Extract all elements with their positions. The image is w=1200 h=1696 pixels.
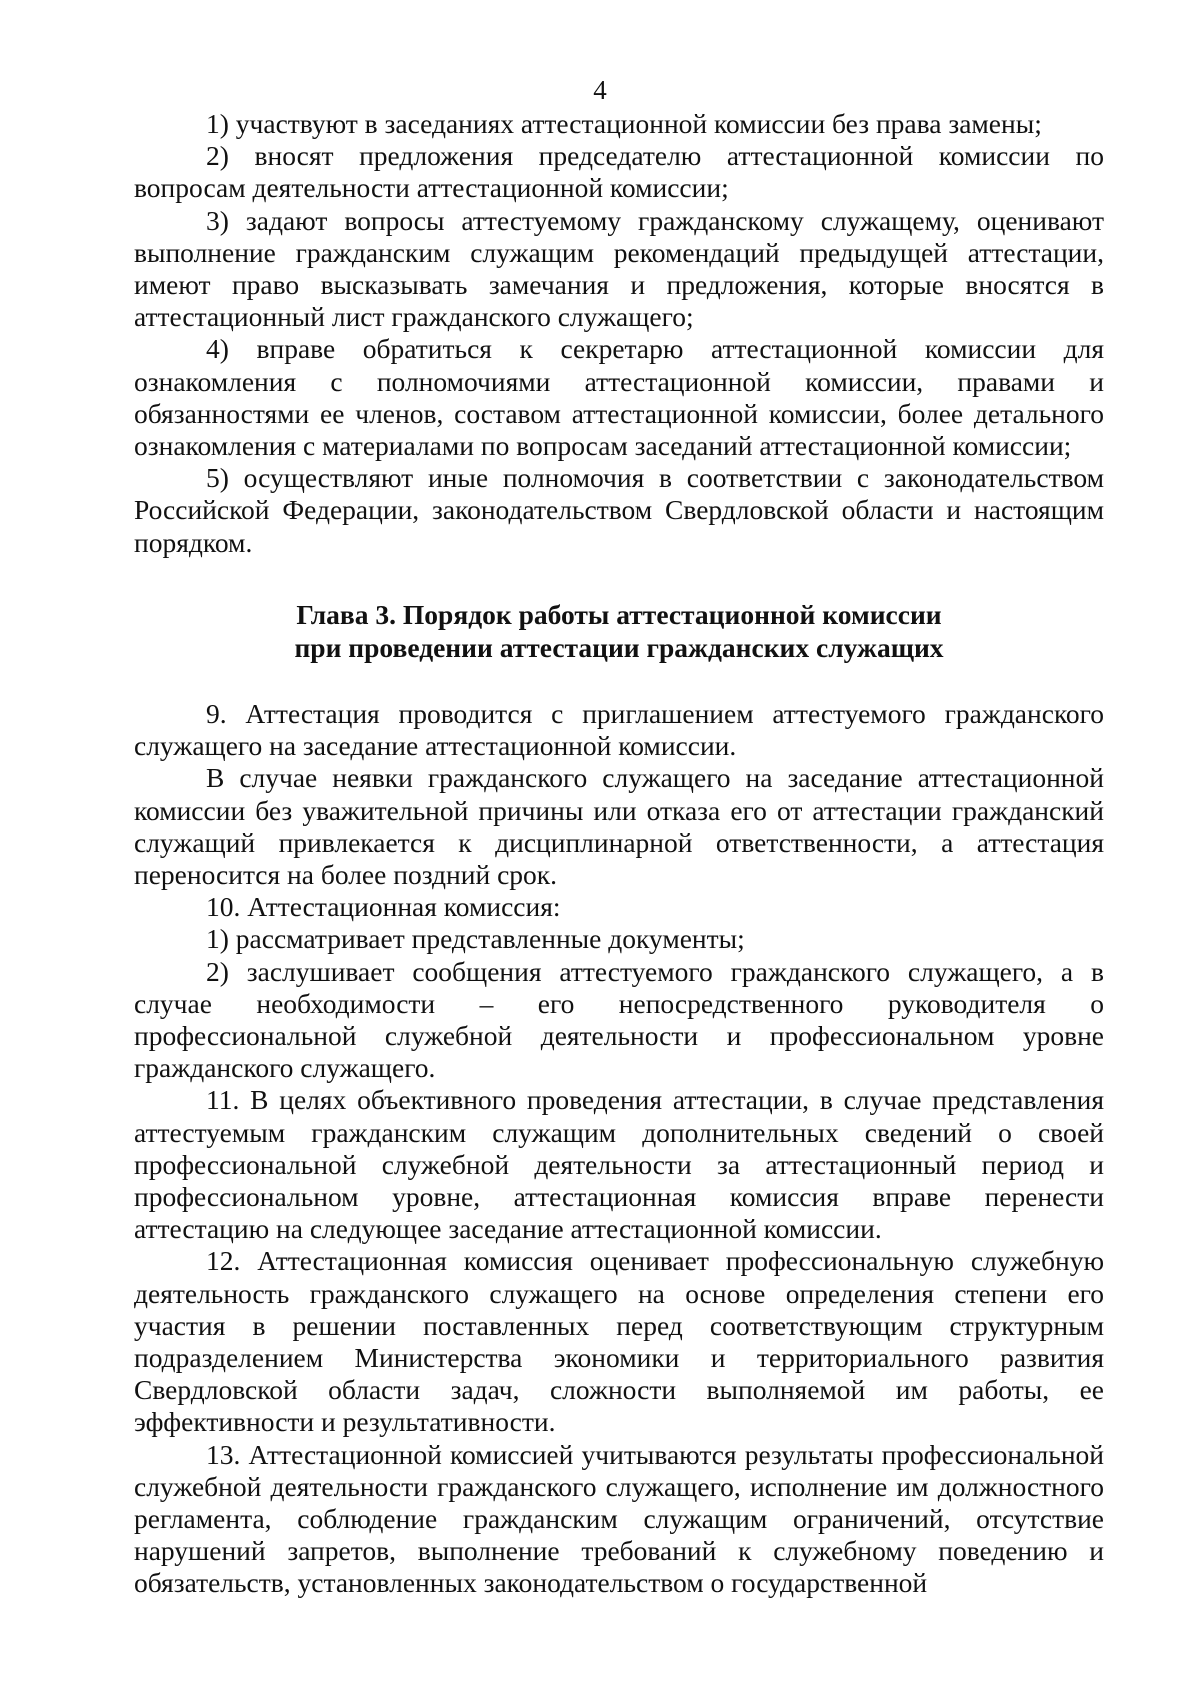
member-duties-list — [134, 108, 1104, 559]
chapter-heading-line-2: при проведении аттестации гражданских служащих — [294, 632, 944, 663]
paragraph-duty-1: 1) участвуют в заседаниях аттестационной комиссии без права замены; — [206, 108, 1042, 139]
chapter-body — [134, 698, 1104, 1600]
paragraph-duty-2: 2) вносят предложения председателю аттестационной комиссии по вопросам деятельности аттестационной комиссии; — [134, 140, 1104, 204]
paragraph-item-10: 10. Аттестационная комиссия: — [206, 891, 561, 923]
paragraph-item-10-1: 1) рассматривает представленные документы; — [206, 923, 745, 955]
paragraph-item-12: 12. Аттестационная комиссия оценивает профессиональную служебную деятельность гражданского служащего на основе определения степени его участия в решении поставленных перед соответствующим структурным подразделением Министерства экономики и территориального развития Свердловской области задач, сложности выполняемой им работы, ее эффективности и результативности. — [134, 1245, 1104, 1438]
paragraph-item-11: 11. В целях объективного проведения аттестации, в случае представления аттестуемым гражданским служащим дополнительных сведений о своей профессиональной служебной деятельности за аттестационный период и профессиональном уровне, аттестационная комиссия вправе перенести аттестацию на следующее заседание аттестационной комиссии. — [134, 1084, 1104, 1245]
paragraph-duty-5: 5) осуществляют иные полномочия в соответствии с законодательством Российской Федерации, законодательством Свердловской области и настоящим порядком. — [134, 462, 1104, 558]
chapter-heading-line-1: Глава 3. Порядок работы аттестационной комиссии — [296, 599, 942, 630]
page-number: 4 — [593, 75, 607, 105]
paragraph-item-9: 9. Аттестация проводится с приглашением аттестуемого гражданского служащего на заседание аттестационной комиссии. — [134, 698, 1104, 762]
paragraph-duty-3: 3) задают вопросы аттестуемому гражданскому служащему, оценивают выполнение гражданским служащим рекомендаций предыдущей аттестации, имеют право высказывать замечания и предложения, которые вносятся в аттестационный лист гражданского служащего; — [134, 204, 1104, 333]
paragraph-non-appearance: В случае неявки гражданского служащего на заседание аттестационной комиссии без уважительной причины или отказа его от аттестации гражданский служащий привлекается к дисциплинарной ответственности, а аттестация переносится на более поздний срок. — [134, 762, 1104, 891]
paragraph-item-10-2: 2) заслушивает сообщения аттестуемого гражданского служащего, а в случае необходимости – его непосредственного руководителя о профессиональной служебной деятельности и профессиональном уровне гражданского служащего. — [134, 955, 1104, 1084]
paragraph-duty-4: 4) вправе обратиться к секретарю аттестационной комиссии для ознакомления с полномочиями аттестационной комиссии, правами и обязанностями ее членов, составом аттестационной комиссии, более детального ознакомления с материалами по вопросам заседаний аттестационной комиссии; — [134, 333, 1104, 462]
chapter-heading — [134, 598, 1104, 664]
paragraph-item-13: 13. Аттестационной комиссией учитываются результаты профессиональной служебной деятельности гражданского служащего, исполнение им должностного регламента, соблюдение гражданским служащим ограничений, отсутствие нарушений запретов, выполнение требований к служебному поведению и обязательств, установленных законодательством о государственной — [134, 1438, 1104, 1599]
